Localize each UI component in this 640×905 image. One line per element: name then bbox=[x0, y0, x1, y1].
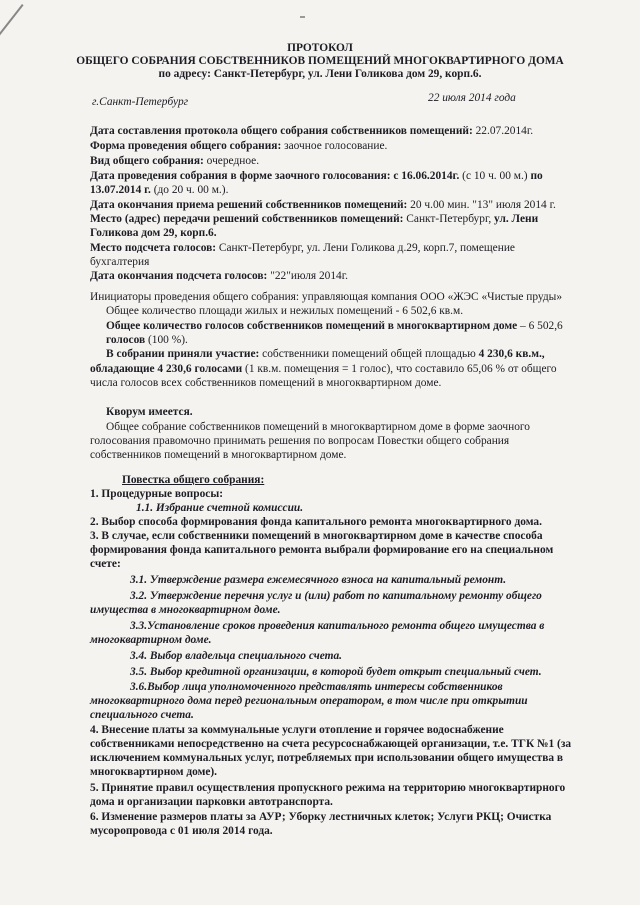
agenda-item-2: 2. Выбор способа формирования фонда капитального ремонта многоквартирного дома. bbox=[90, 516, 542, 528]
info-11-label: Дата окончания подсчета голосов: bbox=[90, 270, 268, 282]
info-9-label: Место подсчета голосов: bbox=[90, 242, 217, 254]
agenda-item-6-line-2: мусоропровода с 01 июля 2014 года. bbox=[90, 825, 273, 837]
info-line-4 bbox=[90, 170, 543, 183]
quorum-line-3: собственников помещений в многоквартирном доме. bbox=[90, 449, 347, 461]
document-subtitle: ОБЩЕГО СОБРАНИЯ СОБСТВЕННИКОВ ПОМЕЩЕНИЙ МНОГОКВАРТИРНОГО ДОМА bbox=[76, 55, 564, 67]
agenda-item-5-line-1: 5. Принятие правил осуществления пропускного режима на территорию многоквартирного bbox=[90, 782, 566, 794]
agenda-item-3-line-3: счете: bbox=[90, 558, 121, 570]
agenda-item-3-6-line-1: 3.6.Выбор лица уполномоченного представлять интересы собственников bbox=[130, 681, 503, 693]
agenda-item-4-line-1: 4. Внесение платы за коммунальные услуги отопление и горячее водоснабжение bbox=[90, 724, 504, 736]
info-line-2 bbox=[90, 140, 387, 153]
participants-area: 4 230,6 кв.м., bbox=[478, 348, 545, 360]
agenda-item-3-3-line-1: 3.3.Установление сроков проведения капитального ремонта общего имущества в bbox=[130, 620, 545, 632]
info-line-9 bbox=[90, 242, 515, 255]
participants-votes-label: обладающие 4 230,6 голосами bbox=[90, 363, 243, 375]
info-line-11 bbox=[90, 270, 348, 283]
total-votes-value: – 6 502,6 bbox=[517, 320, 563, 332]
quorum-title: Кворум имеется. bbox=[106, 406, 193, 418]
initiators-line-7: числа голосов всех собственников помещений в многоквартирном доме. bbox=[90, 377, 442, 389]
pen-stroke-mark bbox=[0, 4, 24, 38]
initiators-line-5 bbox=[106, 348, 545, 361]
info-11-value: "22"июля 2014г. bbox=[267, 270, 348, 282]
info-7-value: Санкт-Петербург, bbox=[403, 213, 495, 225]
info-line-6 bbox=[90, 199, 556, 212]
initiators-line-4 bbox=[106, 334, 188, 347]
agenda-item-4-line-4: многоквартирном доме). bbox=[90, 766, 218, 778]
info-line-10: бухгалтерия bbox=[90, 256, 150, 268]
info-line-1 bbox=[90, 125, 533, 138]
info-1-value: 22.07.2014г. bbox=[472, 125, 534, 137]
info-4-label: Дата проведения собрания в форме заочного голосования: с 16.06.2014г. bbox=[90, 170, 460, 182]
participants-votes-value: (1 кв.м. помещения = 1 голос), что составило 65,06 % от общего bbox=[242, 363, 557, 375]
agenda-item-3-3-line-2: многоквартирном доме. bbox=[90, 634, 212, 646]
info-5-value: (до 20 ч. 00 м.). bbox=[150, 184, 229, 196]
info-6-value: 20 ч.00 мин. "13" июля 2014 г. bbox=[407, 199, 556, 211]
agenda-item-3-2-line-2: имущества в многоквартирном доме. bbox=[90, 604, 281, 616]
quorum-line-2: голосования правомочно принимать решения по вопросам Повестки общего собрания bbox=[90, 435, 510, 447]
agenda-item-4-line-2: собственниками непосредственно на счета ресурсоснабжающей организации, т.е. ТГК №1 (за bbox=[90, 738, 572, 750]
agenda-item-3-line-2: формирования фонда капитального ремонта выбрали формирование его на специальном bbox=[90, 544, 554, 556]
scan-speck bbox=[300, 16, 305, 18]
votes-word: голосов bbox=[106, 334, 146, 346]
initiators-line-3 bbox=[106, 320, 563, 333]
info-2-value: заочное голосование. bbox=[281, 140, 388, 152]
initiators-line-2: Общее количество площади жилых и нежилых помещений - 6 502,6 кв.м. bbox=[106, 305, 464, 317]
agenda-item-4-line-3: исключением коммунальных услуг, потребляемых при использовании общего имущества в bbox=[90, 752, 564, 764]
agenda-item-3-4: 3.4. Выбор владельца специального счета. bbox=[130, 650, 343, 662]
info-line-7 bbox=[90, 213, 538, 226]
total-votes-label: Общее количество голосов собственников помещений в многоквартирном доме bbox=[106, 320, 518, 332]
initiators-line-1: Инициаторы проведения общего собрания: управляющая компания ООО «ЖЭС «Чистые пруды» bbox=[90, 291, 563, 303]
votes-percent: (100 %). bbox=[145, 334, 188, 346]
info-2-label: Форма проведения общего собрания: bbox=[90, 140, 282, 152]
info-line-5 bbox=[90, 184, 228, 197]
agenda-item-3-2-line-1: 3.2. Утверждение перечня услуг и (или) работ по капитальному ремонту общего bbox=[130, 590, 542, 602]
document-city: г.Санкт-Петербург bbox=[92, 96, 189, 108]
agenda-item-3-line-1: 3. В случае, если собственники помещений в многоквартирном доме в качестве способа bbox=[90, 530, 543, 542]
document-date: 22 июля 2014 года bbox=[428, 92, 516, 104]
info-line-3 bbox=[90, 155, 259, 168]
info-9-value: Санкт-Петербург, ул. Лени Голикова д.29, корп.7, помещение bbox=[216, 242, 515, 254]
info-1-label: Дата составления протокола общего собрания собственников помещений: bbox=[90, 125, 473, 137]
document-title: ПРОТОКОЛ bbox=[287, 42, 353, 54]
quorum-line-1: Общее собрание собственников помещений в многоквартирном доме в форме заочного bbox=[106, 421, 531, 433]
agenda-item-3-5: 3.5. Выбор кредитной организации, в которой будет открыт специальный счет. bbox=[130, 666, 542, 678]
agenda-item-3-6-line-3: специального счета. bbox=[90, 709, 194, 721]
info-3-value: очередное. bbox=[203, 155, 260, 167]
participants-label: В собрании приняли участие: bbox=[106, 348, 260, 360]
info-7-label: Место (адрес) передачи решений собственников помещений: bbox=[90, 213, 404, 225]
info-6-label: Дата окончания приема решений собственников помещений: bbox=[90, 199, 408, 211]
agenda-item-3-6-line-2: многоквартирного дома перед региональным оператором, в том числе при открытии bbox=[90, 695, 528, 707]
document-address: по адресу: Санкт-Петербург, ул. Лени Голикова дом 29, корп.6. bbox=[158, 68, 482, 80]
agenda-item-1: 1. Процедурные вопросы: bbox=[90, 488, 224, 500]
agenda-title: Повестка общего собрания: bbox=[122, 474, 265, 486]
info-5-label: 13.07.2014 г. bbox=[90, 184, 151, 196]
info-3-label: Вид общего собрания: bbox=[90, 155, 204, 167]
initiators-line-6 bbox=[90, 363, 557, 376]
agenda-item-3-1: 3.1. Утверждение размера ежемесячного взноса на капитальный ремонт. bbox=[130, 574, 507, 586]
info-4-value: (с 10 ч. 00 м.) bbox=[459, 170, 531, 182]
info-7-tail: ул. Лени bbox=[494, 213, 539, 225]
agenda-item-5-line-2: дома и организации парковки автотранспорта. bbox=[90, 796, 333, 808]
agenda-item-1-1: 1.1. Избрание счетной комиссии. bbox=[136, 502, 304, 514]
agenda-item-6-line-1: 6. Изменение размеров платы за АУР; Уборку лестничных клеток; Услуги РКЦ; Очистка bbox=[90, 811, 552, 823]
info-line-8: Голикова дом 29, корп.6. bbox=[90, 227, 217, 239]
info-4-tail: по bbox=[530, 170, 543, 182]
participants-value: собственники помещений общей площадью bbox=[259, 348, 479, 360]
